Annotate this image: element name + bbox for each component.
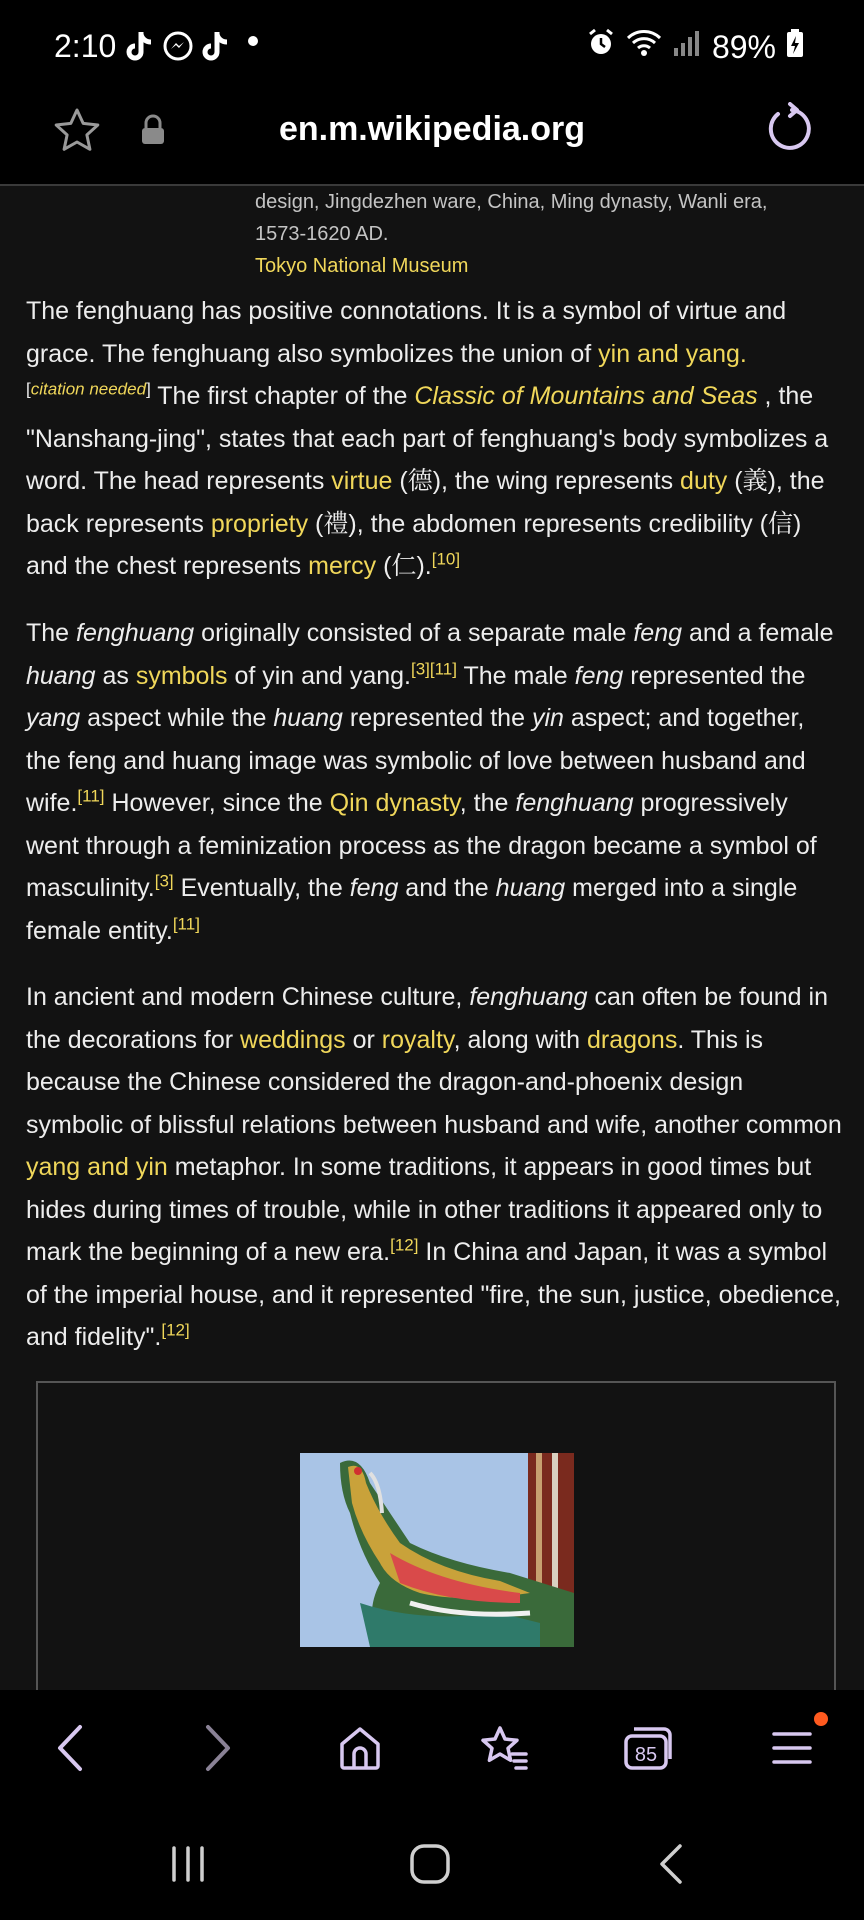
link-weddings[interactable]: weddings — [240, 1025, 346, 1054]
text: represented the — [342, 704, 532, 732]
reference-link[interactable]: [12] — [161, 1320, 190, 1340]
bottom-toolbar — [0, 1690, 864, 1806]
tabs-icon[interactable] — [616, 1716, 680, 1780]
reload-icon[interactable] — [762, 102, 816, 161]
reference-link[interactable]: [11] — [172, 914, 200, 934]
text: can often be found in the decorations for — [26, 983, 828, 1054]
link-dragons[interactable]: dragons — [586, 1025, 678, 1054]
article-content — [0, 186, 864, 1690]
text: merged into a single female entity. — [26, 874, 798, 945]
menu-badge-dot — [814, 1712, 828, 1726]
link-duty[interactable]: duty — [680, 467, 728, 495]
image-caption — [255, 186, 815, 282]
text-italic: huang — [495, 874, 566, 902]
text: , the "Nanshang-jing", states that each part of fenghuang's body symbolizes a word. The head represents — [26, 382, 829, 495]
text: of yin and yang. — [227, 661, 411, 690]
text: and the — [398, 874, 496, 902]
text: (德), the wing represents — [392, 467, 681, 495]
link-classic-of-mountains-and-seas[interactable]: Classic of Mountains and Seas — [414, 382, 758, 410]
text: The male — [456, 661, 575, 690]
star-icon[interactable] — [52, 106, 102, 161]
text: originally consisted of a separate male — [194, 619, 634, 647]
home-button-icon[interactable] — [400, 1834, 460, 1894]
system-back-icon[interactable] — [642, 1834, 702, 1894]
text: . This is because the Chinese considered the dragon-and-phoenix design symbolic of blissful relations between husband and wife, another common — [26, 1025, 842, 1139]
text: (禮), the abdomen represents credibility (信) and the chest represents — [26, 509, 802, 580]
text-italic: feng — [574, 661, 624, 690]
back-icon[interactable] — [38, 1716, 102, 1780]
tiktok-icon — [124, 30, 154, 69]
text-italic: feng — [349, 874, 399, 902]
paragraph-3 — [26, 976, 846, 1359]
text: The fenghuang has positive connotations. It is a symbol of virtue and grace. The fenghuang also symbolizes the union of — [26, 297, 787, 368]
reference-link[interactable]: [12] — [390, 1235, 419, 1255]
text: as — [95, 661, 136, 690]
status-bar — [0, 0, 864, 96]
text: (義), the back represents — [26, 467, 825, 538]
text: progressively went through a feminization process as the dragon became a symbol of masculinity. — [26, 789, 817, 902]
text: Eventually, the — [173, 874, 350, 902]
home-icon[interactable] — [328, 1716, 392, 1780]
wifi-icon — [626, 28, 662, 66]
text: represented the — [623, 661, 806, 690]
link-royalty[interactable]: royalty — [381, 1025, 454, 1054]
paragraph-2 — [26, 612, 846, 952]
text: aspect; and together, the feng and huang image was symbolic of love between husband and wife. — [26, 704, 806, 817]
text: , along with — [453, 1025, 587, 1054]
text: In ancient and modern Chinese culture, — [26, 983, 470, 1011]
figure-box — [36, 1381, 836, 1690]
text-italic: fenghuang — [515, 789, 634, 817]
text: aspect while the — [80, 704, 274, 732]
link-mercy[interactable]: mercy — [308, 552, 377, 580]
forward-icon[interactable] — [186, 1716, 250, 1780]
link-yang-and-yin[interactable]: yang and yin — [26, 1153, 168, 1181]
text: (仁). — [376, 552, 432, 580]
messenger-icon — [162, 30, 194, 67]
text: and a female — [682, 619, 834, 647]
text: , the — [459, 789, 516, 817]
notification-dot — [248, 36, 258, 46]
reference-link[interactable]: [11] — [77, 786, 105, 806]
battery-icon — [786, 28, 804, 66]
paragraph-1 — [26, 290, 846, 588]
citation-needed[interactable]: [citation needed] — [26, 379, 151, 399]
text: In China and Japan, it was a symbol of the imperial house, and it represented "fire, the sun, justice, obedience, and fidelity". — [26, 1238, 841, 1351]
battery-percent: 89% — [711, 28, 776, 65]
reference-link[interactable]: [3] — [154, 871, 174, 891]
menu-icon[interactable] — [760, 1716, 824, 1780]
text-italic: fenghuang — [76, 619, 195, 647]
address-bar — [0, 96, 864, 186]
lock-icon[interactable] — [140, 114, 166, 151]
text-italic: huang — [273, 704, 343, 732]
text: The — [26, 619, 77, 647]
link-virtue[interactable]: virtue — [331, 467, 393, 495]
text: or — [345, 1025, 382, 1054]
system-nav-bar — [0, 1806, 864, 1920]
signal-icon — [672, 28, 702, 66]
text-italic: feng — [633, 619, 683, 647]
text-italic: yin — [531, 704, 564, 732]
url-text[interactable]: en.m.wikipedia.org — [278, 110, 586, 148]
bookmarks-icon[interactable] — [472, 1716, 536, 1780]
text-italic: yang — [26, 704, 81, 732]
caption-museum-link[interactable]: Tokyo National Museum — [255, 255, 469, 277]
text: However, since the — [104, 789, 330, 817]
alarm-icon — [586, 28, 616, 66]
phoenix-image[interactable] — [300, 1453, 574, 1647]
link-yin-and-yang[interactable]: yin and yang. — [598, 339, 747, 368]
link-propriety[interactable]: propriety — [210, 509, 309, 538]
caption-text: design, Jingdezhen ware, China, Ming dynasty, Wanli era, 1573-1620 AD. — [255, 191, 768, 245]
recent-apps-icon[interactable] — [158, 1834, 218, 1894]
status-right — [586, 28, 804, 66]
link-symbols[interactable]: symbols — [135, 661, 228, 690]
status-time: 2:10 — [54, 28, 117, 64]
tabs-count: 85 — [634, 1744, 658, 1766]
link-qin-dynasty[interactable]: Qin dynasty — [329, 789, 460, 817]
text-italic: huang — [26, 661, 96, 690]
reference-link[interactable]: [10] — [431, 549, 461, 569]
reference-link[interactable]: [3][11] — [410, 659, 457, 679]
text-italic: fenghuang — [469, 983, 588, 1011]
text: metaphor. In some traditions, it appears in good times but hides during times of trouble, while in other traditions it appeared only to mark the beginning of a new era. — [26, 1153, 823, 1266]
text: The first chapter of the — [150, 382, 415, 410]
tiktok-icon — [200, 30, 230, 69]
